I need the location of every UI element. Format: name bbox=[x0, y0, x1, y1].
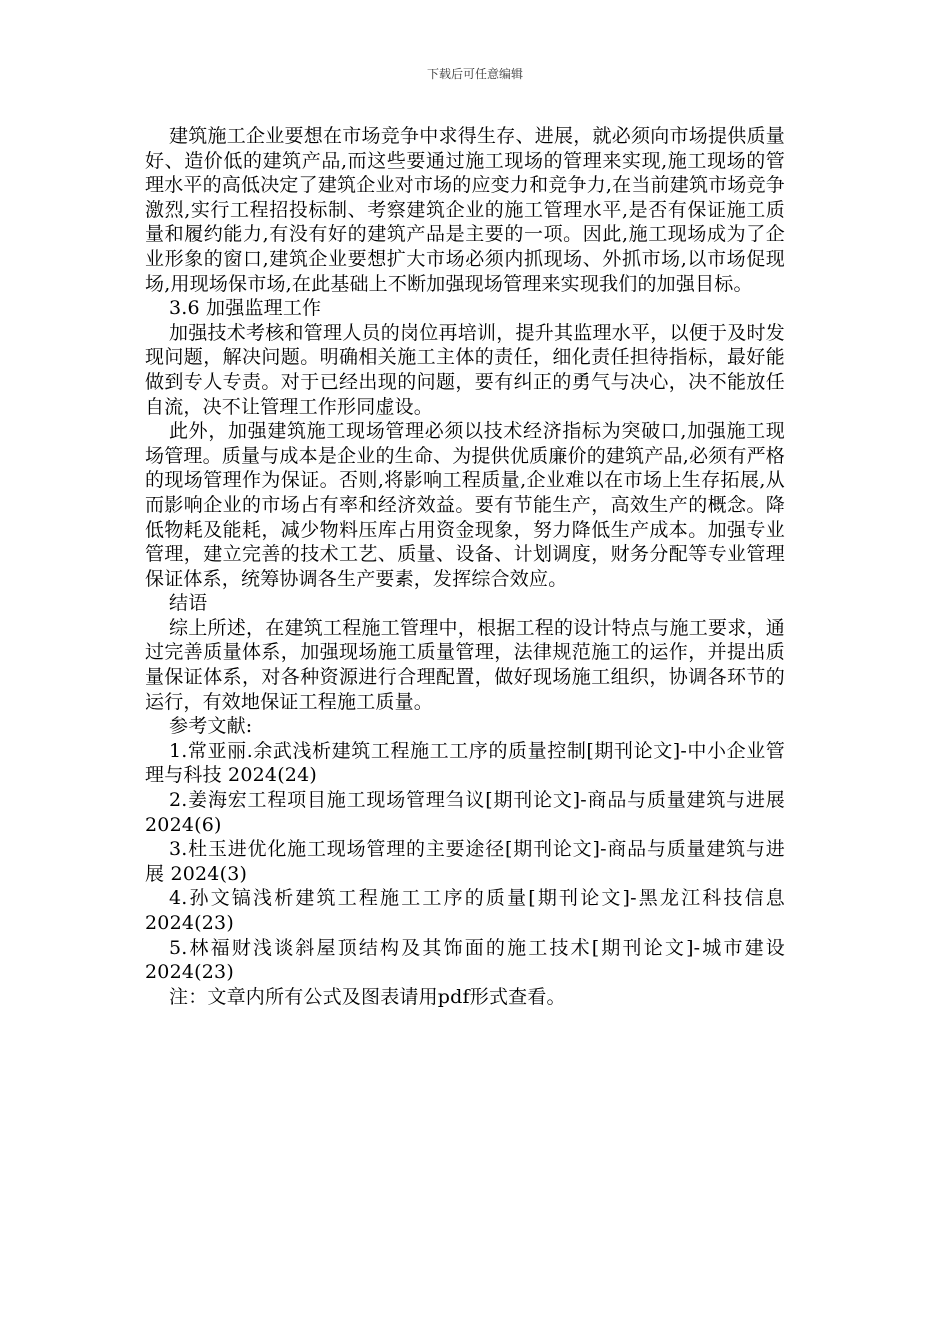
paragraph-economic-indicators: 此外，加强建筑施工现场管理必须以技术经济指标为突破口,加强施工现场管理。质量与成本是企业的生命、为提供优质廉价的建筑产品,必须有严格的现场管理作为保证。否则,将影响工程质量,企业难以在市场上生存拓展,从而影响企业的市场占有率和经济效益。要有节能生产，高效生产的概念。降低物耗及能耗，减少物料压库占用资金现象，努力降低生产成本。加强专业管理，建立完善的技术工艺、质量、设备、计划调度，财务分配等专业管理保证体系，统筹协调各生产要素，发挥综合效应。 bbox=[145, 420, 785, 590]
section-heading-conclusion: 结语 bbox=[169, 592, 208, 615]
paragraph-conclusion: 综上所述，在建筑工程施工管理中，根据工程的设计特点与施工要求，通过完善质量体系，加强现场施工质量管理，法律规范施工的运作，并提出质量保证体系，对各种资源进行合理配置，做好现场施工组织，协调各环节的运行，有效地保证工程施工质量。 bbox=[145, 616, 785, 713]
reference-item-2: 2.姜海宏工程项目施工现场管理刍议[期刊论文]-商品与质量建筑与进展 2024(6) bbox=[145, 789, 785, 836]
section-heading-supervision: 3.6 加强监理工作 bbox=[169, 297, 322, 320]
paragraph-site-management: 建筑施工企业要想在市场竞争中求得生存、进展，就必须向市场提供质量好、造价低的建筑产品,而这些要通过施工现场的管理来实现,施工现场的管理水平的高低决定了建筑企业对市场的应变力和竞争力,在当前建筑市场竞争激烈,实行工程招投标制、考察建筑企业的施工管理水平,是否有保证施工质量和履约能力,有没有好的建筑产品是主要的一项。因此,施工现场成为了企业形象的窗口,建筑企业要想扩大市场必须内抓现场、外抓市场,以市场促现场,用现场保市场,在此基础上不断加强现场管理来实现我们的加强目标。 bbox=[145, 125, 785, 295]
reference-item-3: 3.杜玉进优化施工现场管理的主要途径[期刊论文]-商品与质量建筑与进展 2024(3) bbox=[145, 838, 785, 885]
note-paragraph: 注：文章内所有公式及图表请用pdf形式查看。 bbox=[169, 985, 566, 1008]
reference-item-1: 1.常亚丽.余武浅析建筑工程施工工序的质量控制[期刊论文]-中小企业管理与科技 2024(24) bbox=[145, 739, 785, 787]
section-heading-references: 参考文献: bbox=[169, 715, 253, 738]
page-header: 下载后可任意编辑 bbox=[426, 67, 523, 81]
paragraph-supervision: 加强技术考核和管理人员的岗位再培训，提升其监理水平，以便于及时发现问题，解决问题。明确相关施工主体的责任，细化责任担待指标，最好能做到专人专责。对于已经出现的问题，要有纠正的勇气与决心，决不能放任自流，决不让管理工作形同虚设。 bbox=[145, 321, 785, 418]
reference-item-4: 4.孙文镐浅析建筑工程施工工序的质量[期刊论文]-黑龙江科技信息 2024(23) bbox=[145, 887, 785, 934]
document-body bbox=[145, 124, 785, 1009]
reference-item-5: 5.林福财浅谈斜屋顶结构及其饰面的施工技术[期刊论文]-城市建设 2024(23) bbox=[145, 936, 785, 984]
